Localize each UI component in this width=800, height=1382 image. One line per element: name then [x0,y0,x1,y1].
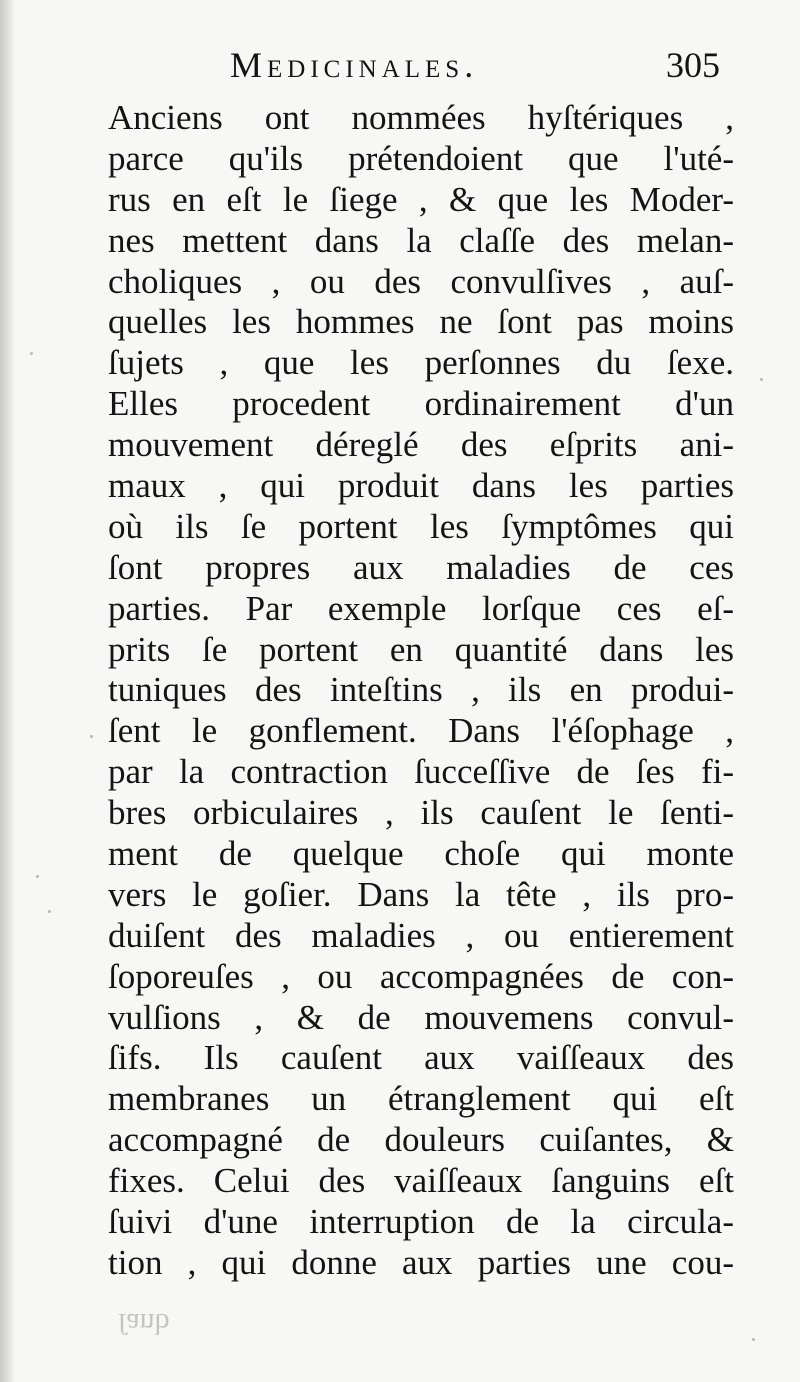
page-header [230,44,720,94]
text-line: ſoporeuſes , ou accompagnées de con- [108,956,734,996]
text-line: bres orbiculaires , ils cauſent le ſenti- [108,793,734,833]
text-line: parce qu'ils prétendoient que l'uté- [108,138,734,178]
paper-speck [760,378,763,381]
text-line: vers le goſier. Dans la tête , ils pro- [108,874,734,914]
paper-speck [90,735,93,738]
text-line: tion , qui donne aux parties une cou- [108,1242,734,1282]
text-line: accompagné de douleurs cuiſantes, & [108,1120,734,1160]
text-line: prits ſe portent en quantité dans les [108,629,734,669]
show-through-text: ſanb [118,1307,170,1340]
text-line: fixes. Celui des vaiſſeaux ſanguins eſt [108,1161,734,1201]
text-line: membranes un étranglement qui eſt [108,1079,734,1119]
text-line: où ils ſe portent les ſymptômes qui [108,506,734,546]
text-line: ſent le gonflement. Dans l'éſophage , [108,711,734,751]
page-gutter-shadow [0,0,14,1382]
text-line: rus en eſt le ſiege , & que les Moder- [108,179,734,219]
text-line: maux , qui produit dans les parties [108,466,734,506]
text-line: Anciens ont nommées hyſtériques , [108,98,734,137]
text-line: tuniques des inteſtins , ils en produi- [108,670,734,710]
text-line: par la contraction ſucceſſive de ſes fi- [108,752,734,792]
text-line: ſujets , que les perſonnes du ſexe. [108,343,734,383]
text-line: nes mettent dans la claſſe des melan- [108,220,734,260]
text-line: quelles les hommes ne ſont pas moins [108,302,734,342]
page-number: 305 [666,45,720,85]
text-line: ſifs. Ils cauſent aux vaiſſeaux des [108,1038,734,1078]
text-line: mouvement déreglé des eſprits ani- [108,425,734,465]
body-text [108,98,734,1284]
text-line: Elles procedent ordinairement d'un [108,384,734,424]
paper-speck [752,1338,755,1341]
running-head: Medicinales. [230,45,479,85]
text-line: ſuivi d'une interruption de la circula- [108,1202,734,1242]
text-line: duiſent des maladies , ou entierement [108,915,734,955]
text-line: choliques , ou des convulſives , auſ- [108,261,734,301]
paper-speck [48,910,51,913]
text-line: vulſions , & de mouvemens convul- [108,997,734,1037]
text-line: ment de quelque choſe qui monte [108,834,734,874]
text-line: ſont propres aux maladies de ces [108,547,734,587]
text-line: parties. Par exemple lorſque ces eſ- [108,588,734,628]
paper-speck [30,352,33,355]
paper-speck [36,875,39,878]
